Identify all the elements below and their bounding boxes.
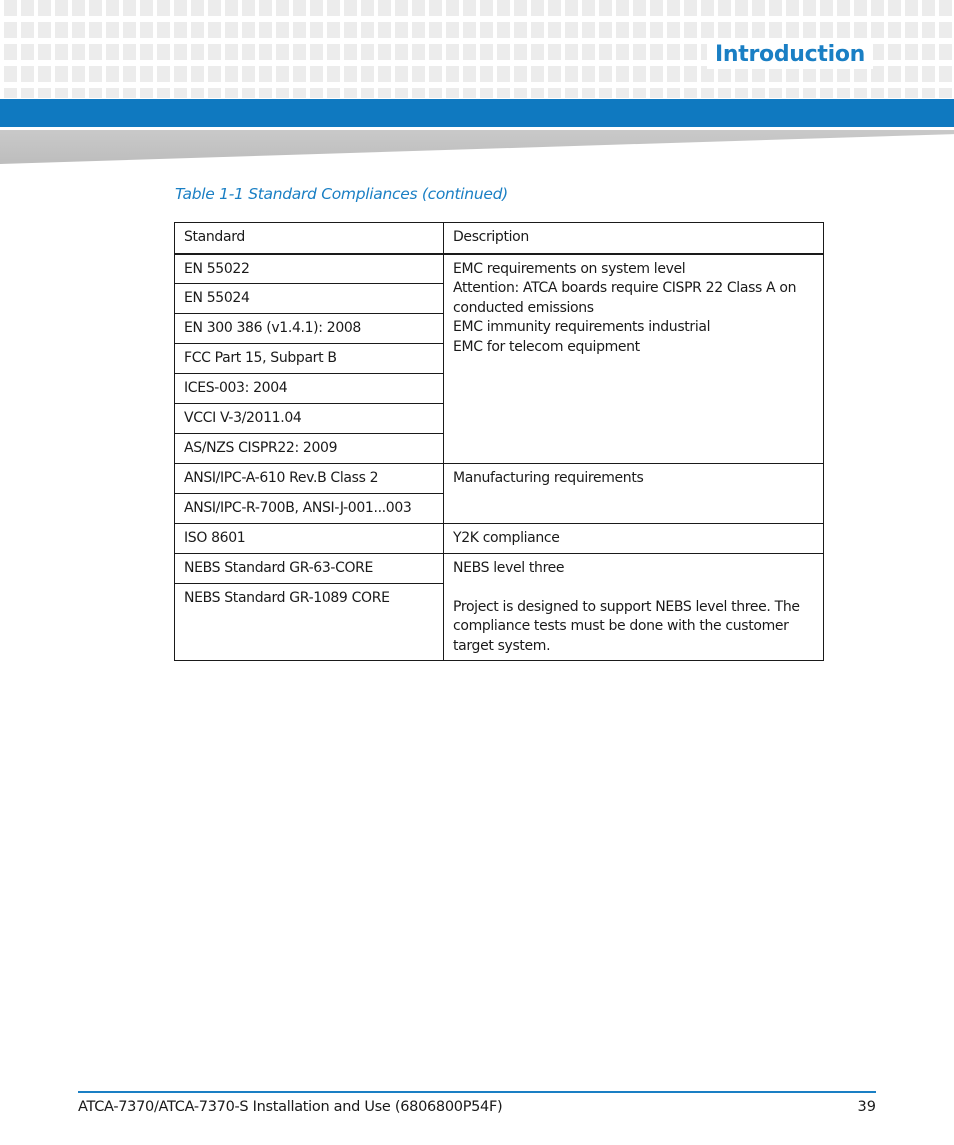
standard-cell: EN 55024 (175, 284, 444, 314)
standard-cell: VCCI V-3/2011.04 (175, 404, 444, 434)
standard-cell: ISO 8601 (175, 524, 444, 554)
standard-cell: NEBS Standard GR-1089 CORE (175, 584, 444, 661)
section-title: Introduction (707, 40, 873, 69)
description-line: EMC for telecom equipment (453, 338, 640, 355)
description-line: Attention: ATCA boards require CISPR 22 Class A on conducted emissions (453, 280, 797, 316)
table-caption: Table 1-1 Standard Compliances (continued) (175, 185, 508, 203)
standard-cell: FCC Part 15, Subpart B (175, 344, 444, 374)
header-blue-band (0, 99, 954, 127)
description-cell-iso: Y2K compliance (444, 524, 824, 554)
footer-page-number: 39 (857, 1099, 876, 1115)
description-line: NEBS level three (453, 560, 565, 576)
standard-cell: AS/NZS CISPR22: 2009 (175, 434, 444, 464)
description-line: EMC requirements on system level (453, 260, 686, 277)
column-header-description: Description (444, 223, 824, 254)
standard-cell: EN 55022 (175, 254, 444, 284)
standard-compliances-table (174, 222, 824, 661)
standard-cell: ANSI/IPC-R-700B, ANSI-J-001...003 (175, 494, 444, 524)
description-cell-emc (444, 254, 824, 464)
standard-cell: ANSI/IPC-A-610 Rev.B Class 2 (175, 464, 444, 494)
description-line: EMC immunity requirements industrial (453, 319, 711, 335)
table-header-row (175, 223, 824, 254)
standard-cell: ICES-003: 2004 (175, 374, 444, 404)
table-row (175, 554, 824, 584)
footer-document-title: ATCA-7370/ATCA-7370-S Installation and Use (6806800P54F) (78, 1099, 503, 1115)
standard-cell: EN 300 386 (v1.4.1): 2008 (175, 314, 444, 344)
description-cell-manufacturing: Manufacturing requirements (444, 464, 824, 524)
footer-rule (78, 1091, 876, 1093)
description-line: Project is designed to support NEBS level three. The compliance tests must be done with the customer target system. (453, 598, 800, 654)
table-row (175, 524, 824, 554)
header-gray-wedge (0, 130, 954, 164)
table-row (175, 464, 824, 494)
column-header-standard: Standard (175, 223, 444, 254)
description-cell-nebs (444, 554, 824, 661)
table-row (175, 254, 824, 284)
standard-cell: NEBS Standard GR-63-CORE (175, 554, 444, 584)
